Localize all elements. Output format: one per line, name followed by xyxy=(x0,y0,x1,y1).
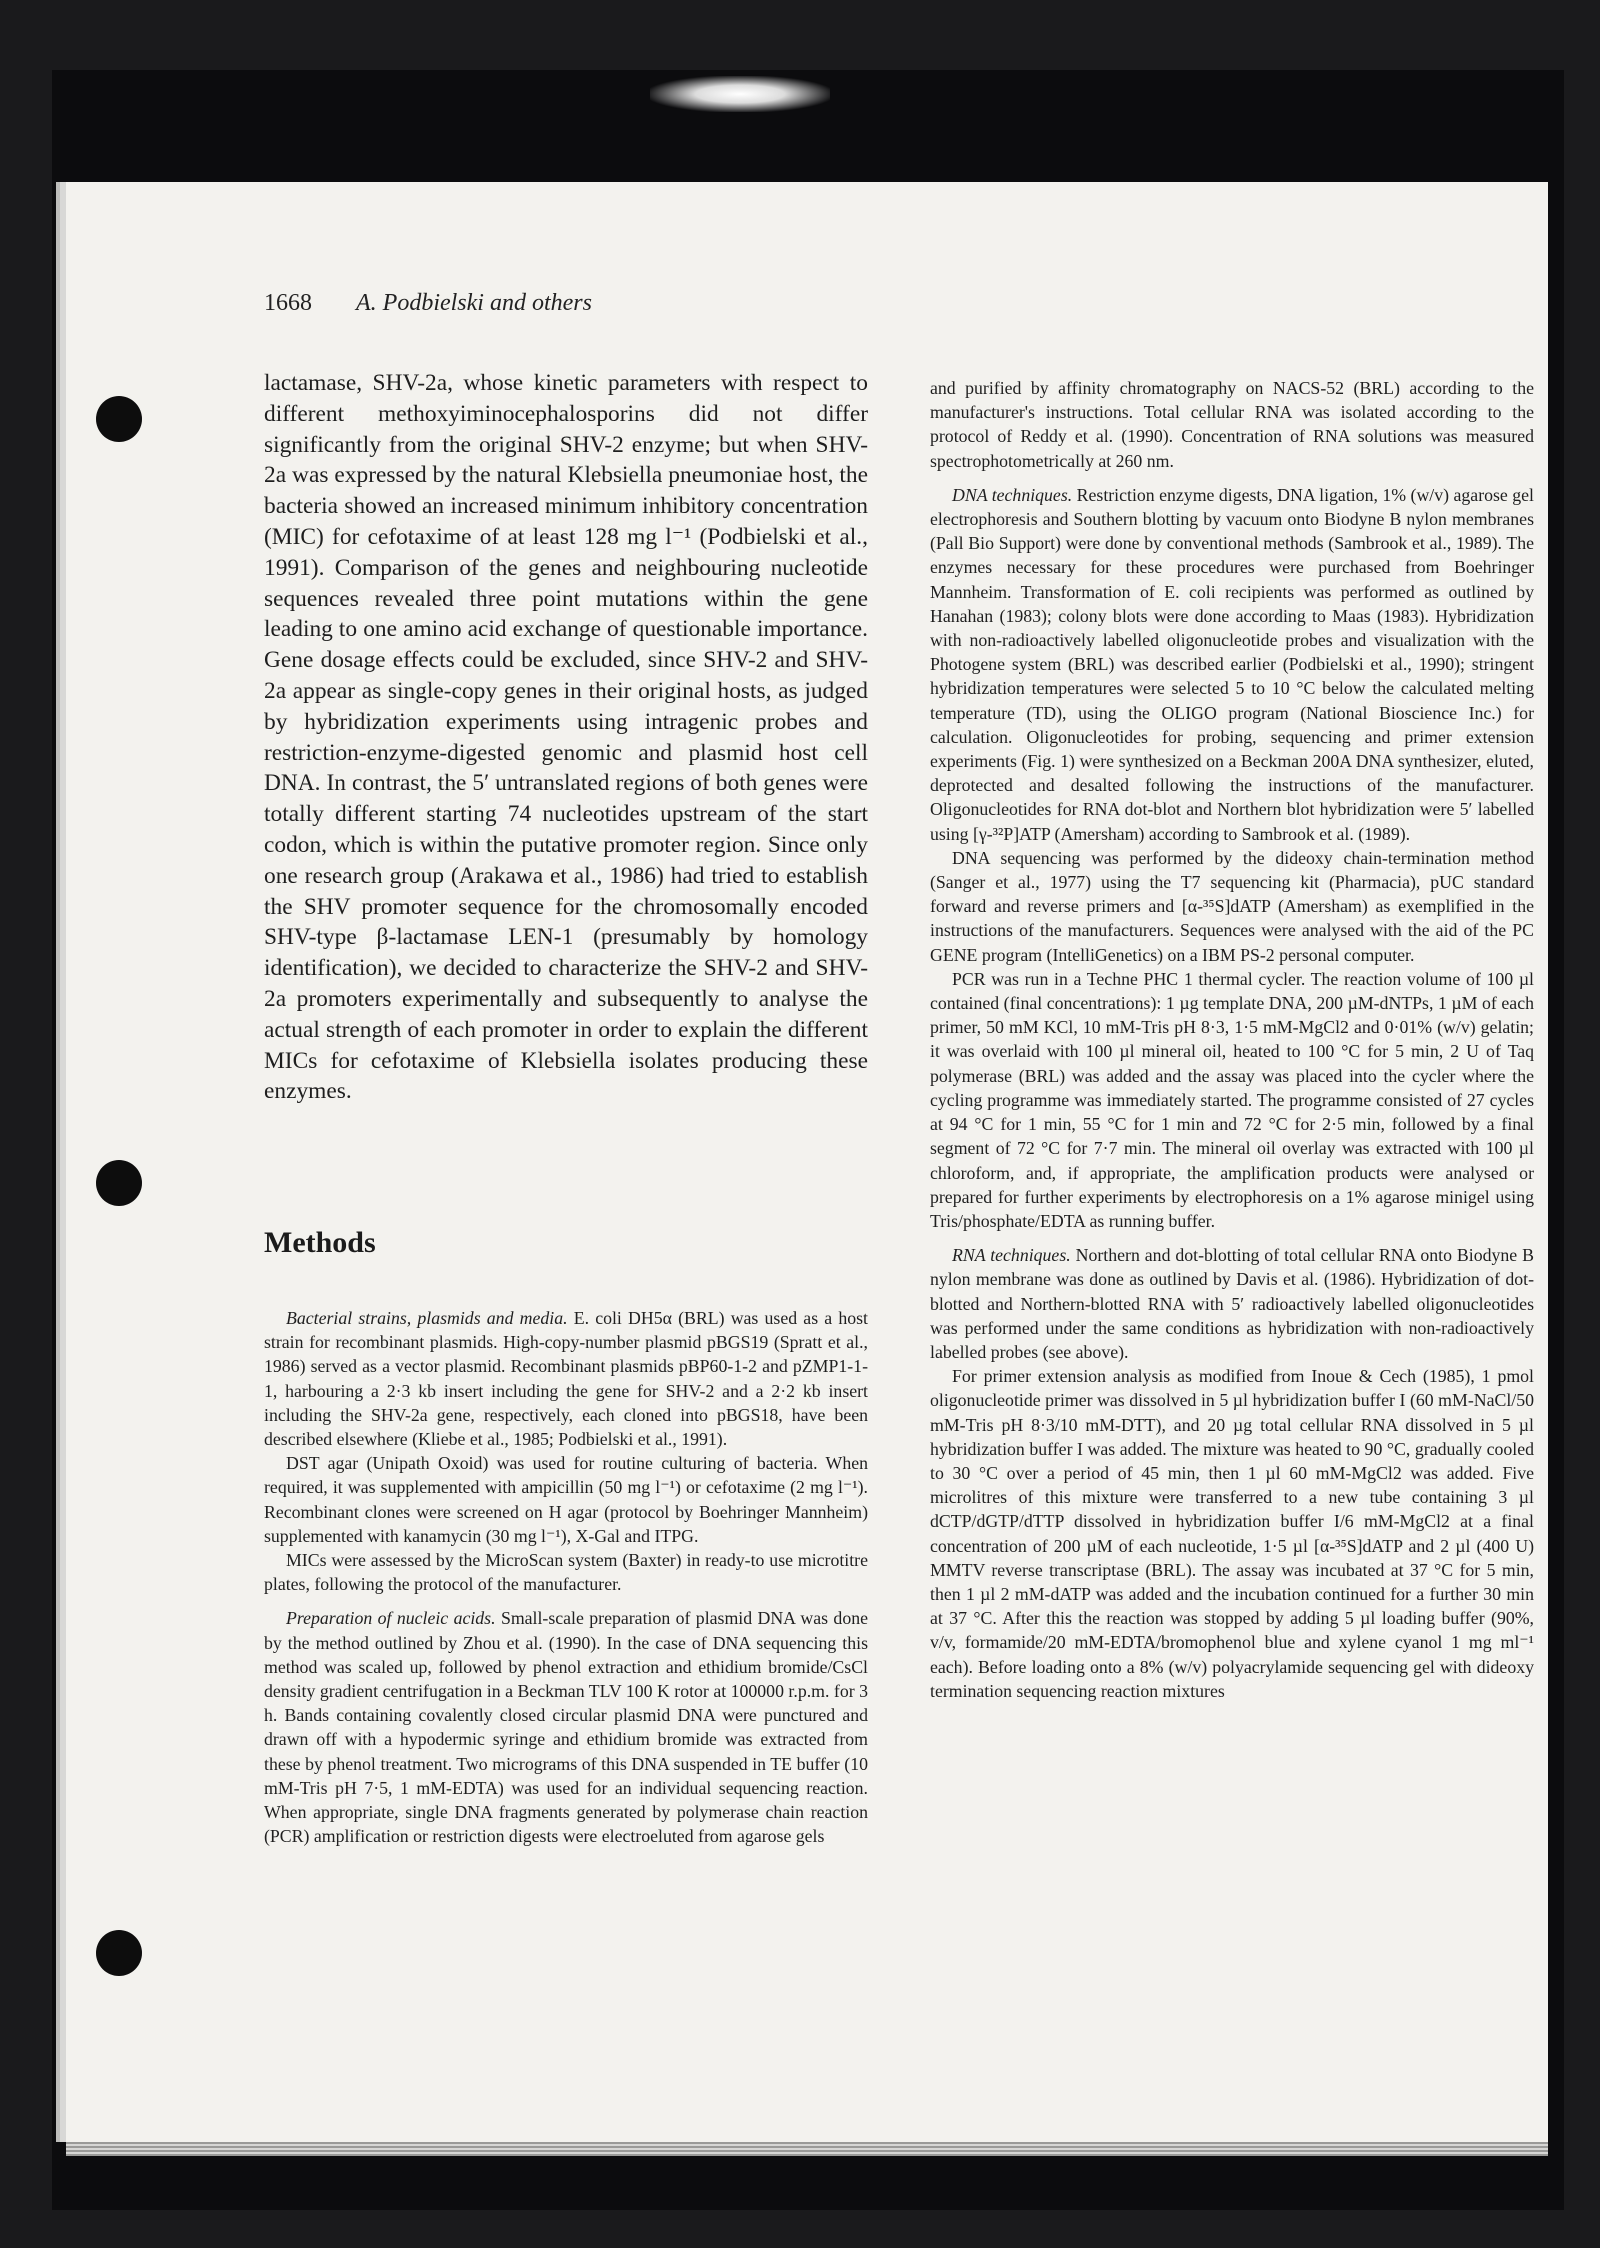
paragraph xyxy=(264,1606,868,1848)
running-authors: A. Podbielski and others xyxy=(356,290,592,316)
intro-paragraph: lactamase, SHV-2a, whose kinetic parameters with respect to different methoxyiminocephalosporins did not differ significantly from the original SHV-2 enzyme; but when SHV-2a was expressed by the natural Klebsiella pneumoniae host, the bacteria showed an increased minimum inhibitory concentration (MIC) for cefotaxime of at least 128 mg l⁻¹ (Podbielski et al., 1991). Comparison of the genes and neighbouring nucleotide sequences revealed three point mutations within the gene leading to one amino acid exchange of questionable importance. Gene dosage effects could be excluded, since SHV-2 and SHV-2a appear as single-copy genes in their original hosts, as judged by hybridization experiments using intragenic probes and restriction-enzyme-digested genomic and plasmid host cell DNA. In contrast, the 5′ untranslated regions of both genes were totally different starting 74 nucleotides upstream of the start codon, which is within the putative promoter region. Since only one research group (Arakawa et al., 1986) had tried to establish the SHV promoter sequence for the chromosomally encoded SHV-type β-lactamase LEN-1 (presumably by homology identification), we decided to characterize the SHV-2 and SHV-2a promoters experimentally and subsequently to analyse the actual strength of each promoter in order to explain the different MICs for cefotaxime of Klebsiella isolates producing these enzymes. xyxy=(264,370,868,1105)
paragraph xyxy=(930,376,1534,473)
paragraph xyxy=(930,1364,1534,1703)
paragraph xyxy=(930,1243,1534,1364)
page-number: 1668 xyxy=(264,290,312,316)
paragraph-text: Northern and dot-blotting of total cellular RNA onto Biodyne B nylon membrane was done as outlined by Davis et al. (1986). Hybridization of dot-blotted and Northern-blotted RNA with 5′ radioactively labelled oligonucleotides was performed under the same conditions as hybridization with non-radioactively labelled probes (see above). xyxy=(930,1245,1534,1362)
methods-heading: Methods xyxy=(264,1226,376,1259)
paragraph-text: E. coli DH5α (BRL) was used as a host strain for recombinant plasmids. High-copy-number plasmid pBGS19 (Spratt et al., 1986) served as a vector plasmid. Recombinant plasmids pBP60-1-2 and pZMP1-1-1, harbouring a 2·3 kb insert including the gene for SHV-2 and a 2·2 kb insert including the SHV-2a gene, respectively, each cloned into pBGS18, have been described elsewhere (Kliebe et al., 1985; Podbielski et al., 1991). xyxy=(264,1308,868,1450)
paragraph-text: and purified by affinity chromatography on NACS-52 (BRL) according to the manufacturer's instructions. Total cellular RNA was isolated according to the protocol of Reddy et al. (1990). Concentration of RNA solutions was measured spectrophotometrically at 260 nm. xyxy=(930,378,1534,471)
paragraph xyxy=(930,483,1534,846)
paragraph-text: Restriction enzyme digests, DNA ligation, 1% (w/v) agarose gel electrophoresis and Southern blotting by vacuum onto Biodyne B nylon membranes (Pall Bio Support) were done by conventional methods (Sambrook et al., 1989). The enzymes necessary for these procedures were purchased from Boehringer Mannheim. Transformation of E. coli recipients was performed as outlined by Hanahan (1983); colony blots were done according to Maas (1983). Hybridization with non-radioactively labelled oligonucleotide probes and visualization with the Photogene system (BRL) was described earlier (Podbielski et al., 1990); stringent hybridization temperatures were selected 5 to 10 °C below the calculated melting temperature (TD), using the OLIGO program (National Bioscience Inc.) for calculation. Oligonucleotides for probing, sequencing and primer extension experiments (Fig. 1) were synthesized on a Beckman 200A DNA synthesizer, eluted, deprotected and desalted following the instructions of the manufacturer. Oligonucleotides for RNA dot-blot and Northern blot hybridization were 5′ labelled using [γ-³²P]ATP (Amersham) according to Sambrook et al. (1989). xyxy=(930,484,1534,844)
paragraph-text: PCR was run in a Techne PHC 1 thermal cycler. The reaction volume of 100 µl contained (final concentrations): 1 µg template DNA, 200 µM-dNTPs, 1 µM of each primer, 50 mM KCl, 10 mM-Tris pH 8·3, 1·5 mM-MgCl2 and 0·01% (w/v) gelatin; it was overlaid with 100 µl mineral oil, heated to 100 °C for 5 min, 2 U of Taq polymerase (BRL) was added and the assay was placed into the cycler where the cycling programme was immediately started. The programme consisted of 27 cycles at 94 °C for 1 min, 55 °C for 1 min and 72 °C for 2·5 min, followed by a final segment of 72 °C for 7·7 min. The mineral oil overlay was extracted with 100 µl chloroform, and, if appropriate, the amplification products were analysed or prepared for further experiments by electrophoresis on a 1% agarose minigel using Tris/phosphate/EDTA as running buffer. xyxy=(930,968,1534,1231)
paragraph-text: DNA sequencing was performed by the dideoxy chain-termination method (Sanger et al., 1977) using the T7 sequencing kit (Pharmacia), pUC standard forward and reverse primers and [α-³⁵S]dATP (Amersham) as exemplified in the instructions of the manufacturers. Sequences were analysed with the aid of the PC GENE program (IntelliGenetics) on a IBM PS-2 personal computer. xyxy=(930,847,1534,965)
paragraph-subheading: Bacterial strains, plasmids and media. xyxy=(286,1308,568,1328)
paragraph xyxy=(264,1306,868,1451)
paragraph-text: For primer extension analysis as modified from Inoue & Cech (1985), 1 pmol oligonucleotide primer was dissolved in 5 µl hybridization buffer I (60 mM-NaCl/50 mM-Tris pH 8·3/10 mM-DTT), and 20 µg total cellular RNA dissolved in 5 µl hybridization buffer I was added. The mixture was heated to 90 °C, gradually cooled to 30 °C over a period of 45 min, then 1 µl 60 mM-MgCl2 was added. Five microlitres of this mixture were transferred to a new tube containing 3 µl dCTP/dGTP/dTTP dissolved in hybridization buffer I/6 mM-MgCl2 at a final concentration of 200 µM of each nucleotide, 1·5 µl [α-³⁵S]dATP and 2 µl (400 U) MMTV reverse transcriptase (BRL). The assay was incubated at 37 °C for 5 min, then 1 µl 2 mM-dATP was added and the incubation continued for a further 30 min at 37 °C. After this the reaction was stopped by adding 5 µl loading buffer (90%, v/v, formamide/20 mM-EDTA/bromophenol blue and xylene cyanol 1 mg ml⁻¹ each). Before loading onto a 8% (w/v) polyacrylamide sequencing gel with dideoxy termination sequencing reaction mixtures xyxy=(930,1366,1534,1701)
paragraph xyxy=(264,1548,868,1596)
paragraph-text: Small-scale preparation of plasmid DNA was done by the method outlined by Zhou et al. (1990). In the case of DNA sequencing this method was scaled up, followed by phenol extraction and ethidium bromide/CsCl density gradient centrifugation in a Beckman TLV 100 K rotor at 100000 r.p.m. for 3 h. Bands containing covalently closed circular plasmid DNA were punctured and drawn off with a hypodermic syringe and ethidium bromide was extracted from these by phenol treatment. Two micrograms of this DNA suspended in TE buffer (10 mM-Tris pH 7·5, 1 mM-EDTA) was used for an individual sequencing reaction. When appropriate, single DNA fragments generated by polymerase chain reaction (PCR) amplification or restriction digests were electroeluted from agarose gels xyxy=(264,1608,868,1847)
binder-hole-top xyxy=(96,396,142,442)
methods-left-column xyxy=(264,1306,868,1848)
paragraph-text: DST agar (Unipath Oxoid) was used for routine culturing of bacteria. When required, it was supplemented with ampicillin (50 mg l⁻¹) or cefotaxime (2 mg l⁻¹). Recombinant clones were screened on H agar (protocol by Boehringer Mannheim) supplemented with kanamycin (30 mg l⁻¹), X-Gal and ITPG. xyxy=(264,1453,868,1546)
paragraph xyxy=(264,1451,868,1548)
scan-glare xyxy=(650,76,830,112)
running-header xyxy=(264,290,592,317)
paragraph xyxy=(930,846,1534,967)
binder-hole-middle xyxy=(96,1160,142,1206)
page-stack-bottom xyxy=(66,2142,1548,2156)
methods-right-column xyxy=(930,376,1534,1703)
paragraph-subheading: DNA techniques. xyxy=(952,484,1073,505)
paragraph xyxy=(930,967,1534,1233)
intro-column xyxy=(264,368,868,1107)
binder-hole-bottom xyxy=(96,1930,142,1976)
page-stack-edge xyxy=(56,188,66,2136)
paragraph-subheading: Preparation of nucleic acids. xyxy=(286,1608,496,1629)
paragraph-text: MICs were assessed by the MicroScan system (Baxter) in ready-to use microtitre plates, following the protocol of the manufacturer. xyxy=(264,1550,868,1595)
paragraph-subheading: RNA techniques. xyxy=(952,1245,1071,1266)
